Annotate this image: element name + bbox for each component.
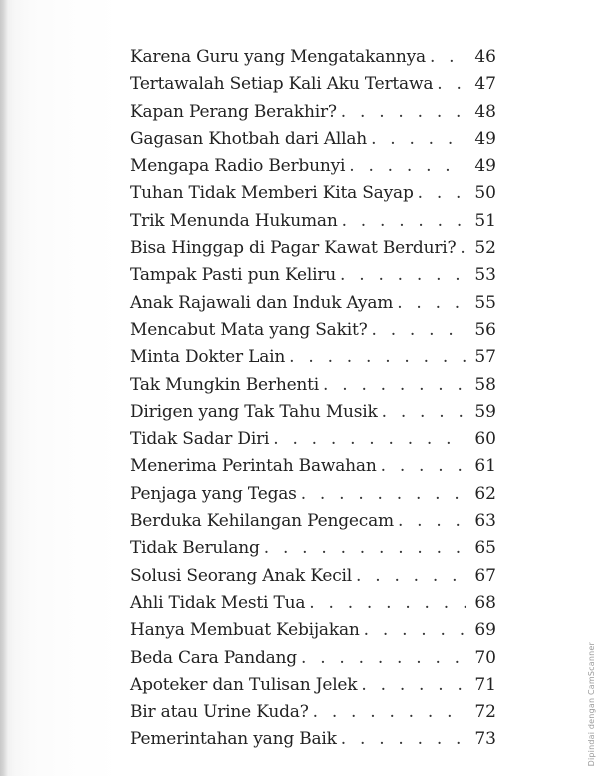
toc-entry-title: Kapan Perang Berakhir? xyxy=(130,101,337,122)
toc-entry-page: 65 xyxy=(474,538,496,559)
toc-entry xyxy=(130,590,496,617)
toc-entry xyxy=(130,153,496,180)
toc-entry xyxy=(130,699,496,726)
toc-entry-title: Bir atau Urine Kuda? xyxy=(130,702,309,723)
toc-leader-dots xyxy=(341,726,466,753)
toc-entry xyxy=(130,508,496,535)
toc-entry-title: Tak Mungkin Berhenti xyxy=(130,374,320,395)
toc-entry xyxy=(130,453,496,480)
scanner-watermark: Dipindai dengan CamScanner xyxy=(587,641,596,766)
toc-leader-dots xyxy=(309,590,466,617)
toc-leader-dots xyxy=(430,44,466,71)
toc-entry xyxy=(130,344,496,371)
toc-leader-dots xyxy=(289,344,466,371)
toc-entry-title: Minta Dokter Lain xyxy=(130,347,286,368)
toc-leader-dots xyxy=(372,317,467,344)
toc-entry xyxy=(130,235,496,262)
toc-entry xyxy=(130,262,496,289)
toc-entry-title: Karena Guru yang Mengatakannya xyxy=(130,47,426,67)
toc-leader-dots xyxy=(341,99,466,126)
toc-entry-title: Dirigen yang Tak Tahu Musik xyxy=(130,401,378,422)
toc-leader-dots xyxy=(371,126,466,153)
toc-entry-page: 63 xyxy=(474,511,496,532)
toc-entry xyxy=(130,126,496,153)
toc-entry xyxy=(130,290,496,317)
toc-entry xyxy=(130,426,496,453)
toc-leader-dots xyxy=(301,645,466,672)
table-of-contents xyxy=(130,44,496,754)
toc-entry-page: 47 xyxy=(474,74,496,95)
toc-entry xyxy=(130,672,496,699)
toc-leader-dots xyxy=(418,180,466,207)
toc-entry-title: Tampak Pasti pun Keliru xyxy=(130,265,337,286)
toc-entry xyxy=(130,563,496,590)
toc-entry-page: 59 xyxy=(474,401,496,422)
page-binding-shadow xyxy=(0,0,8,776)
toc-entry-title: Tidak Berulang xyxy=(130,538,260,559)
toc-entry-title: Penjaga yang Tegas xyxy=(130,483,297,504)
toc-entry xyxy=(130,208,496,235)
toc-entry xyxy=(130,399,496,426)
toc-entry-title: Ahli Tidak Mesti Tua xyxy=(130,592,306,613)
toc-entry-page: 49 xyxy=(474,128,496,149)
toc-leader-dots xyxy=(364,617,466,644)
toc-entry-page: 73 xyxy=(474,729,496,750)
toc-entry-title: Pemerintahan yang Baik xyxy=(130,729,337,750)
toc-entry-title: Tidak Sadar Diri xyxy=(130,429,270,450)
toc-entry-page: 55 xyxy=(474,292,496,313)
toc-leader-dots xyxy=(381,453,466,480)
toc-entry-title: Menerima Perintah Bawahan xyxy=(130,456,377,477)
toc-entry-page: 60 xyxy=(474,429,496,450)
toc-entry-page: 69 xyxy=(474,620,496,641)
toc-entry-title: Solusi Seorang Anak Kecil xyxy=(130,565,353,586)
toc-entry-title: Bisa Hinggap di Pagar Kawat Berduri? xyxy=(130,238,457,259)
toc-leader-dots xyxy=(398,508,466,535)
toc-entry-page: 71 xyxy=(474,674,496,695)
toc-entry-page: 58 xyxy=(474,374,496,395)
toc-entry-page: 53 xyxy=(474,265,496,286)
toc-entry-page: 61 xyxy=(474,456,496,477)
toc-leader-dots xyxy=(301,481,466,508)
toc-entry-page: 70 xyxy=(474,647,496,668)
toc-entry xyxy=(130,372,496,399)
toc-entry-page: 62 xyxy=(474,483,496,504)
toc-entry-title: Anak Rajawali dan Induk Ayam xyxy=(130,292,394,313)
toc-leader-dots xyxy=(323,372,466,399)
toc-entry-title: Tertawalah Setiap Kali Aku Tertawa xyxy=(130,74,434,95)
toc-entry-title: Mengapa Radio Berbunyi xyxy=(130,156,346,177)
toc-entry-title: Beda Cara Pandang xyxy=(130,647,297,668)
toc-entry-page: 50 xyxy=(474,183,496,204)
toc-leader-dots xyxy=(437,71,466,98)
toc-leader-dots xyxy=(273,426,466,453)
toc-entry xyxy=(130,180,496,207)
toc-entry-page: 72 xyxy=(474,702,496,723)
toc-entry-page: 57 xyxy=(474,347,496,368)
toc-entry-page: 46 xyxy=(474,47,496,67)
toc-leader-dots xyxy=(460,235,466,262)
toc-entry-title: Tuhan Tidak Memberi Kita Sayap xyxy=(130,183,414,204)
toc-entry xyxy=(130,71,496,98)
toc-entry xyxy=(130,99,496,126)
toc-entry xyxy=(130,617,496,644)
toc-leader-dots xyxy=(342,208,466,235)
toc-entry-page: 48 xyxy=(474,101,496,122)
toc-leader-dots xyxy=(382,399,466,426)
toc-leader-dots xyxy=(361,672,466,699)
toc-entry-title: Trik Menunda Hukuman xyxy=(130,210,338,231)
toc-entry-page: 49 xyxy=(474,156,496,177)
toc-entry-title: Gagasan Khotbah dari Allah xyxy=(130,128,368,149)
toc-entry xyxy=(130,726,496,753)
toc-entry-page: 56 xyxy=(474,319,496,340)
toc-entry-page: 51 xyxy=(474,210,496,231)
toc-leader-dots xyxy=(313,699,466,726)
toc-entry xyxy=(130,481,496,508)
toc-entry-page: 68 xyxy=(474,592,496,613)
toc-leader-dots xyxy=(340,262,466,289)
toc-entry-title: Berduka Kehilangan Pengecam xyxy=(130,511,394,532)
toc-leader-dots xyxy=(397,290,466,317)
toc-entry xyxy=(130,317,496,344)
toc-entry-page: 67 xyxy=(474,565,496,586)
toc-entry xyxy=(130,645,496,672)
toc-entry-title: Hanya Membuat Kebijakan xyxy=(130,620,360,641)
toc-entry-title: Mencabut Mata yang Sakit? xyxy=(130,319,368,340)
toc-entry-title: Apoteker dan Tulisan Jelek xyxy=(130,674,358,695)
toc-entry xyxy=(130,535,496,562)
toc-leader-dots xyxy=(356,563,466,590)
toc-leader-dots xyxy=(264,535,466,562)
toc-entry xyxy=(130,44,496,71)
toc-entry-page: 52 xyxy=(474,238,496,259)
toc-leader-dots xyxy=(349,153,466,180)
